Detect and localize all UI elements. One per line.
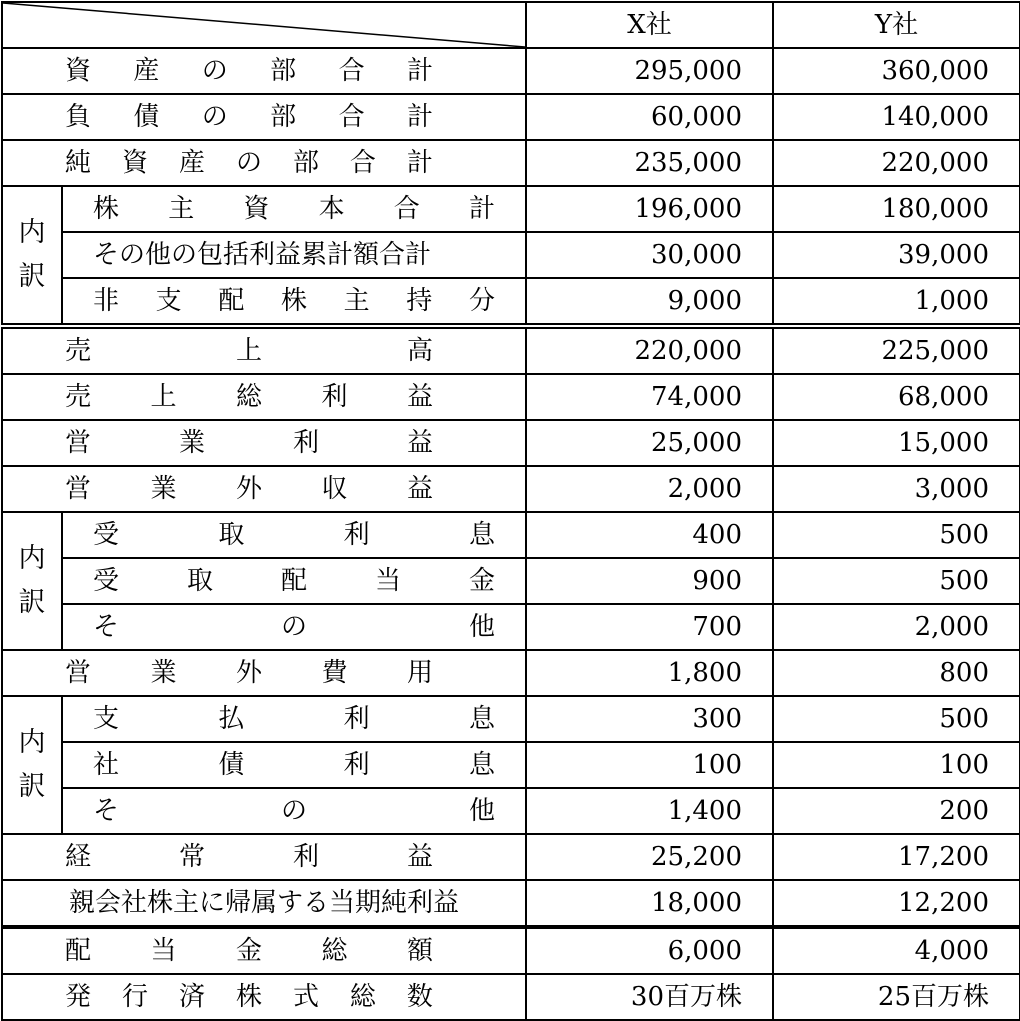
label-char: 額 xyxy=(406,936,433,966)
row-other-expense xyxy=(2,788,1020,834)
row-non-controlling xyxy=(2,278,1020,326)
label-char: 業 xyxy=(150,474,177,504)
label-char: 部 xyxy=(270,56,297,86)
value-x: 700 xyxy=(526,604,773,650)
label-char: 株 xyxy=(93,194,120,224)
label-char: 非 xyxy=(93,286,120,316)
label-char: 利 xyxy=(321,382,348,412)
label-non-operating-income xyxy=(2,466,526,512)
value-y: 68,000 xyxy=(773,374,1020,420)
label-interest-paid xyxy=(62,696,526,742)
label-char: 主 xyxy=(168,194,195,224)
row-total-liabilities xyxy=(2,94,1020,140)
label-char: 営 xyxy=(65,658,92,688)
value-x: 295,000 xyxy=(526,48,773,94)
label-char: 計 xyxy=(406,56,433,86)
label-char: 収 xyxy=(321,474,348,504)
label-char: 株 xyxy=(235,982,262,1012)
label-char: 営 xyxy=(65,474,92,504)
row-shareholders-equity xyxy=(2,186,1020,232)
label-char: 益 xyxy=(406,842,433,872)
value-x: 235,000 xyxy=(526,140,773,186)
label-char: 当 xyxy=(150,936,177,966)
label-total-dividends xyxy=(2,927,526,974)
label-char: そ xyxy=(93,612,120,642)
label-char: 上 xyxy=(235,336,262,366)
value-y: 25百万株 xyxy=(773,974,1020,1020)
value-y: 500 xyxy=(773,512,1020,558)
label-char: 済 xyxy=(178,982,205,1012)
row-net-income-parent xyxy=(2,880,1020,927)
value-x: 400 xyxy=(526,512,773,558)
label-shares-issued xyxy=(2,974,526,1020)
label-char: 利 xyxy=(343,750,370,780)
row-aoci xyxy=(2,232,1020,278)
value-x: 220,000 xyxy=(526,326,773,374)
label-char: の xyxy=(201,56,228,86)
value-x: 6,000 xyxy=(526,927,773,974)
row-operating-income xyxy=(2,420,1020,466)
label-char: の xyxy=(280,796,307,826)
value-y: 180,000 xyxy=(773,186,1020,232)
row-interest-received xyxy=(2,512,1020,558)
value-y: 15,000 xyxy=(773,420,1020,466)
label-char: の xyxy=(201,102,228,132)
label-char: 他 xyxy=(468,612,495,642)
value-x: 9,000 xyxy=(526,278,773,326)
label-char: 計 xyxy=(406,148,433,178)
label-gross-profit xyxy=(2,374,526,420)
label-char: の xyxy=(280,612,307,642)
label-char: 行 xyxy=(121,982,148,1012)
label-char: 受 xyxy=(93,566,120,596)
label-char: 他 xyxy=(468,796,495,826)
label-char: 息 xyxy=(468,750,495,780)
label-char: 費 xyxy=(321,658,348,688)
label-char: 業 xyxy=(150,658,177,688)
value-x: 300 xyxy=(526,696,773,742)
label-char: 分 xyxy=(468,286,495,316)
label-char: 債 xyxy=(133,102,160,132)
label-char: 取 xyxy=(218,520,245,550)
label-char: 金 xyxy=(235,936,262,966)
label-sales xyxy=(2,326,526,374)
row-bond-interest xyxy=(2,742,1020,788)
label-char: 本 xyxy=(318,194,345,224)
value-y: 200 xyxy=(773,788,1020,834)
value-x: 30,000 xyxy=(526,232,773,278)
label-other-income xyxy=(62,604,526,650)
label-shareholders-equity xyxy=(62,186,526,232)
label-char: 総 xyxy=(235,382,262,412)
row-other-income xyxy=(2,604,1020,650)
label-char: 経 xyxy=(65,842,92,872)
label-total-liabilities xyxy=(2,94,526,140)
value-y: 220,000 xyxy=(773,140,1020,186)
label-char: 支 xyxy=(155,286,182,316)
value-x: 60,000 xyxy=(526,94,773,140)
row-shares-issued xyxy=(2,974,1020,1020)
label-non-operating-expense xyxy=(2,650,526,696)
value-x: 25,000 xyxy=(526,420,773,466)
label-char: 益 xyxy=(406,474,433,504)
row-total-assets xyxy=(2,48,1020,94)
label-char: 業 xyxy=(178,428,205,458)
label-char: 利 xyxy=(292,428,319,458)
company-y-header: Y社 xyxy=(773,2,1020,48)
label-bond-interest xyxy=(62,742,526,788)
label-char: 社 xyxy=(93,750,120,780)
label-char: 息 xyxy=(468,520,495,550)
label-char: 合 xyxy=(393,194,420,224)
value-x: 74,000 xyxy=(526,374,773,420)
label-char: 利 xyxy=(343,520,370,550)
value-y: 1,000 xyxy=(773,278,1020,326)
label-char: 払 xyxy=(218,704,245,734)
label-char: 利 xyxy=(292,842,319,872)
label-char: 部 xyxy=(270,102,297,132)
label-total-assets xyxy=(2,48,526,94)
label-char: 株 xyxy=(280,286,307,316)
value-x: 25,200 xyxy=(526,834,773,880)
label-total-net-assets xyxy=(2,140,526,186)
label-char: 発 xyxy=(65,982,92,1012)
company-x-header: X社 xyxy=(526,2,773,48)
value-x: 2,000 xyxy=(526,466,773,512)
label-char: 息 xyxy=(468,704,495,734)
label-char: 金 xyxy=(468,566,495,596)
label-char: 部 xyxy=(292,148,319,178)
label-ordinary-income xyxy=(2,834,526,880)
value-y: 800 xyxy=(773,650,1020,696)
value-y: 500 xyxy=(773,558,1020,604)
value-y: 500 xyxy=(773,696,1020,742)
label-operating-income xyxy=(2,420,526,466)
label-char: 益 xyxy=(406,428,433,458)
row-dividends-received xyxy=(2,558,1020,604)
value-y: 2,000 xyxy=(773,604,1020,650)
value-y: 3,000 xyxy=(773,466,1020,512)
value-y: 100 xyxy=(773,742,1020,788)
label-char: 合 xyxy=(338,102,365,132)
label-char: 受 xyxy=(93,520,120,550)
value-y: 140,000 xyxy=(773,94,1020,140)
label-char: 計 xyxy=(468,194,495,224)
label-char: の xyxy=(235,148,262,178)
label-char: 取 xyxy=(186,566,213,596)
value-y: 360,000 xyxy=(773,48,1020,94)
label-char: 合 xyxy=(338,56,365,86)
label-char: 支 xyxy=(93,704,120,734)
label-char: 債 xyxy=(218,750,245,780)
value-y: 17,200 xyxy=(773,834,1020,880)
label-char: 外 xyxy=(235,474,262,504)
value-x: 1,800 xyxy=(526,650,773,696)
label-aoci: その他の包括利益累計額合計 xyxy=(62,232,526,278)
label-char: 資 xyxy=(121,148,148,178)
label-char: 常 xyxy=(178,842,205,872)
row-total-dividends xyxy=(2,927,1020,974)
breakdown-label: 内 訳 xyxy=(2,512,62,650)
label-other-expense xyxy=(62,788,526,834)
label-char: 配 xyxy=(218,286,245,316)
label-char: 合 xyxy=(349,148,376,178)
label-char: 外 xyxy=(235,658,262,688)
label-char: 当 xyxy=(374,566,401,596)
value-x: 196,000 xyxy=(526,186,773,232)
label-net-income-parent: 親会社株主に帰属する当期純利益 xyxy=(2,880,526,927)
value-x: 100 xyxy=(526,742,773,788)
label-char: 利 xyxy=(343,704,370,734)
label-char: 資 xyxy=(65,56,92,86)
label-char: 数 xyxy=(406,982,433,1012)
label-non-controlling xyxy=(62,278,526,326)
row-total-net-assets xyxy=(2,140,1020,186)
label-char: 売 xyxy=(65,382,92,412)
value-x: 1,400 xyxy=(526,788,773,834)
diagonal-line xyxy=(3,3,525,47)
value-y: 12,200 xyxy=(773,880,1020,927)
label-char: 総 xyxy=(321,936,348,966)
value-x: 18,000 xyxy=(526,880,773,927)
label-char: 配 xyxy=(65,936,92,966)
value-y: 39,000 xyxy=(773,232,1020,278)
label-char: 用 xyxy=(406,658,433,688)
label-char: 益 xyxy=(406,382,433,412)
value-y: 4,000 xyxy=(773,927,1020,974)
header-row xyxy=(2,2,1020,48)
value-x: 900 xyxy=(526,558,773,604)
row-non-operating-expense xyxy=(2,650,1020,696)
label-char: 配 xyxy=(280,566,307,596)
financial-table xyxy=(1,1,1020,1021)
row-interest-paid xyxy=(2,696,1020,742)
label-char: 売 xyxy=(65,336,92,366)
label-char: 純 xyxy=(65,148,92,178)
breakdown-label: 内 訳 xyxy=(2,186,62,326)
row-non-operating-income xyxy=(2,466,1020,512)
label-char: 資 xyxy=(243,194,270,224)
diagonal-header-cell xyxy=(2,2,526,48)
label-char: 負 xyxy=(65,102,92,132)
label-char: 産 xyxy=(133,56,160,86)
row-ordinary-income xyxy=(2,834,1020,880)
label-char: 式 xyxy=(292,982,319,1012)
row-sales xyxy=(2,326,1020,374)
label-char: そ xyxy=(93,796,120,826)
row-gross-profit xyxy=(2,374,1020,420)
label-char: 総 xyxy=(349,982,376,1012)
label-char: 産 xyxy=(178,148,205,178)
value-y: 225,000 xyxy=(773,326,1020,374)
breakdown-label: 内 訳 xyxy=(2,696,62,834)
value-x: 30百万株 xyxy=(526,974,773,1020)
label-char: 主 xyxy=(343,286,370,316)
label-dividends-received xyxy=(62,558,526,604)
label-interest-received xyxy=(62,512,526,558)
label-char: 持 xyxy=(406,286,433,316)
label-char: 営 xyxy=(65,428,92,458)
label-char: 上 xyxy=(150,382,177,412)
label-char: 高 xyxy=(406,336,433,366)
label-char: 計 xyxy=(406,102,433,132)
